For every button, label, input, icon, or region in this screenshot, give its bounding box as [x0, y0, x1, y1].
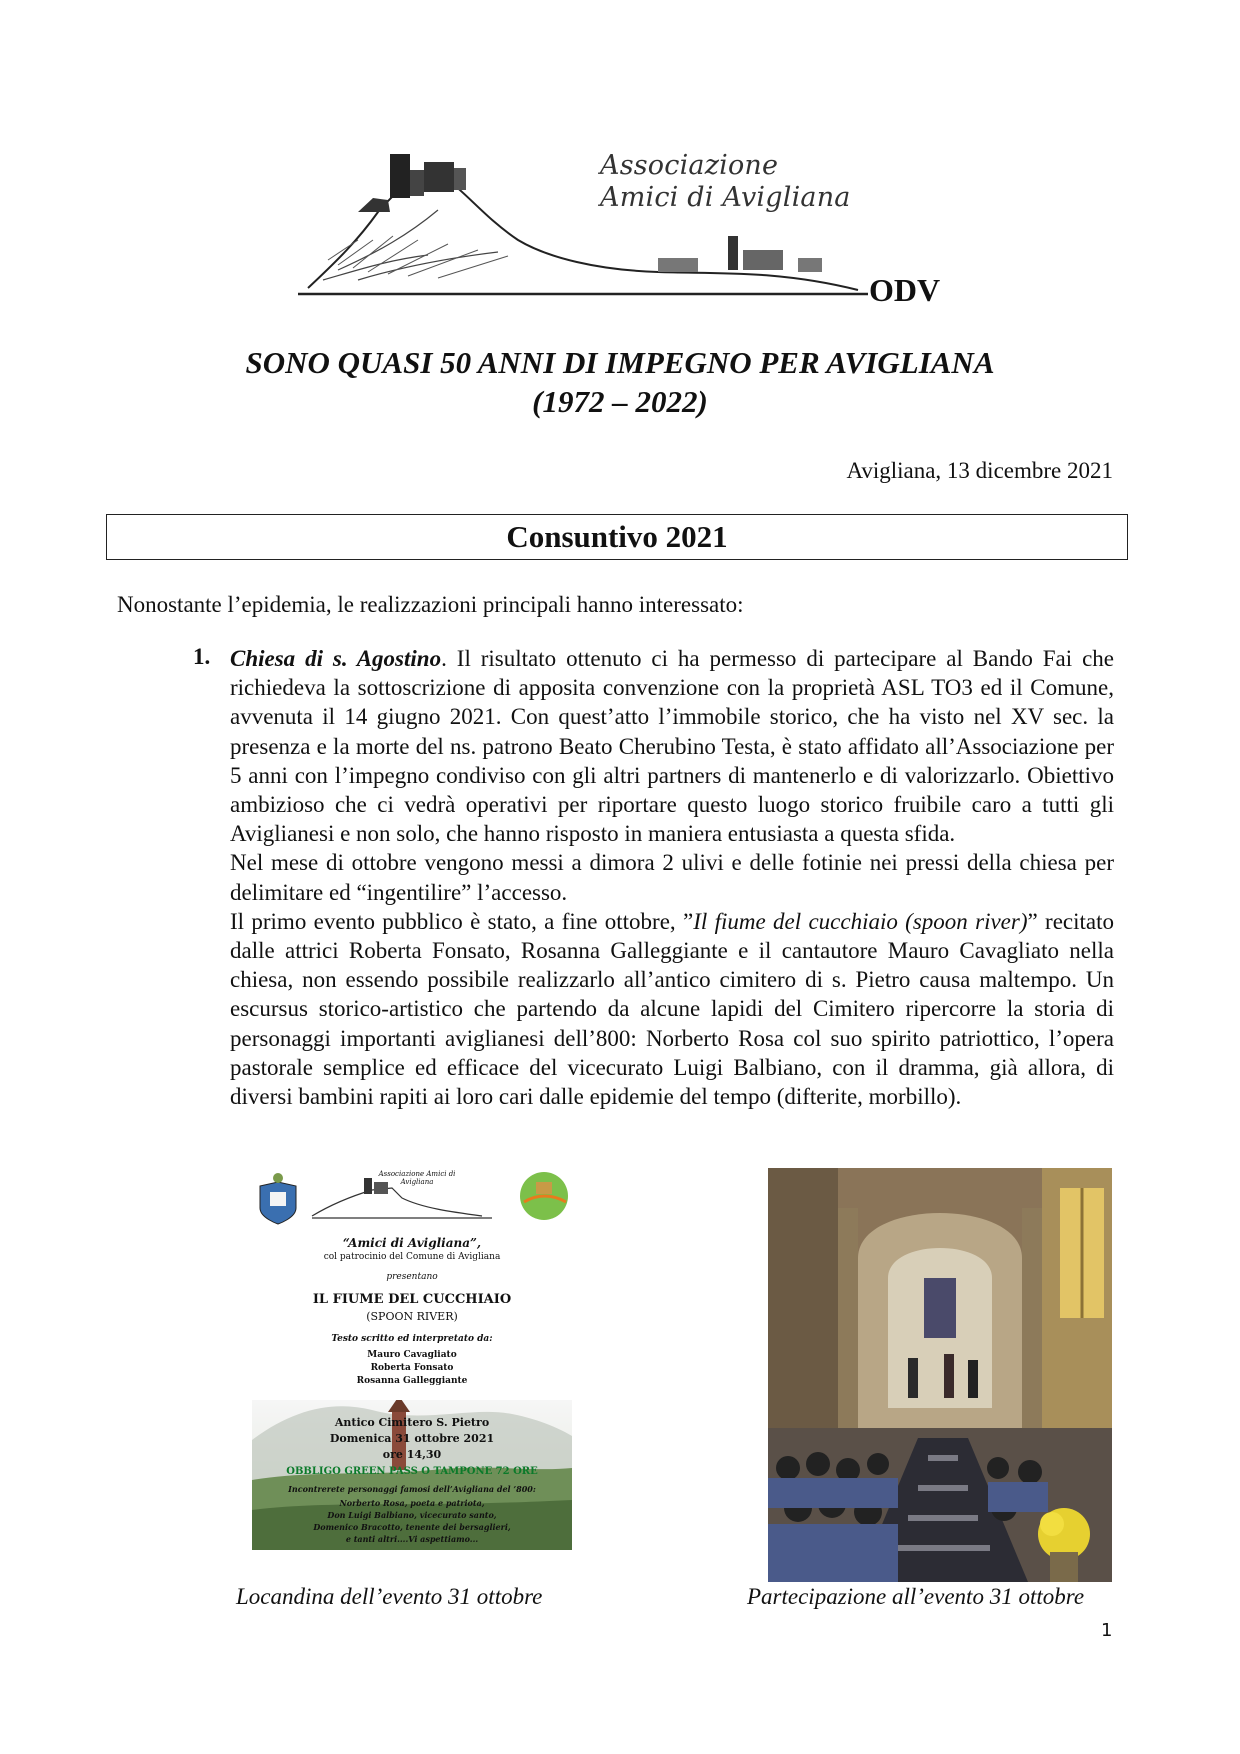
item-paragraph-1-text: Il risultato ottenuto ci ha permesso di partecipare al Bando Fai che richiedeva la sottoscrizione di apposita convenzione con la proprietà ASL TO3 ed il Comune, avvenuta il 14 giugno 2021. Con quest’atto l’immobile storico, che ha visto nel XV sec. la presenza e la morte del ns. patrono Beato Cherubino Testa, è stato affidato all’Associazione per 5 anni con l’impegno condiviso con gli altri partners di mantenerlo e di valorizzarlo. Obiettivo ambizioso che ci vedrà operativi per riportare questo luogo storico fruibile caro a tutti gli Aviglianesi e non solo, che hanno risposto in maniera entusiasta a questa sfida. — [230, 646, 1115, 847]
poster-patronage: col patrocinio del Comune di Avigliana — [323, 1252, 501, 1262]
poster-subtitle: (SPOON RIVER) — [366, 1310, 458, 1323]
caption-poster: Locandina dell’evento 31 ottobre — [236, 1584, 543, 1609]
item-paragraph-2: Nel mese di ottobre vengono messi a dimora 2 ulivi e delle fotinie nei pressi della chiesa per delimitare ed “ingentilire” l’accesso. — [230, 850, 1114, 905]
poster-name-2: Don Luigi Balbiano, vicecurato santo, — [327, 1510, 497, 1520]
poster-person-2: Roberta Fonsato — [370, 1363, 454, 1373]
poster-organizer: “Amici di Avigliana”, — [342, 1236, 482, 1250]
logo-line-1: Associazione — [600, 150, 779, 181]
event-title: Il fiume del cucchiaio (spoon river) — [693, 908, 1028, 934]
section-title: Consuntivo 2021 — [506, 519, 728, 554]
poster-credits: Testo scritto ed interpretato da: — [331, 1334, 493, 1344]
church-interior-photo — [768, 1168, 1112, 1582]
item-heading: Chiesa di s. Agostino — [230, 646, 442, 671]
poster-tagline: Incontrerete personaggi famosi dell’Avigliana del ’800: — [288, 1484, 536, 1494]
poster-name-3: Domenico Bracotto, tenente dei bersaglieri, — [313, 1522, 511, 1532]
poster-title: IL FIUME DEL CUCCHIAIO — [312, 1292, 512, 1307]
poster-presents: presentano — [386, 1272, 438, 1282]
item-paragraph-3 — [230, 907, 1114, 1111]
poster-assoc: Associazione Amici di Avigliana — [378, 1170, 456, 1186]
odv-suffix: ODV — [869, 272, 941, 308]
caption-photo: Partecipazione all’evento 31 ottobre — [747, 1584, 1085, 1609]
page-number: 1 — [1101, 1620, 1113, 1641]
item-paragraph-3-start: Il primo evento pubblico è stato, a fine ottobre, ” — [230, 908, 694, 934]
intro-text: Nonostante l’epidemia, le realizzazioni principali hanno interessato: — [117, 592, 744, 617]
logo-line-2: Amici di Avigliana — [600, 182, 851, 213]
page-title: SONO QUASI 50 ANNI DI IMPEGNO PER AVIGLIANA — [245, 345, 995, 380]
item-number: 1. — [193, 644, 211, 669]
poster-person-3: Rosanna Galleggiante — [356, 1376, 468, 1386]
event-photo — [768, 1168, 1112, 1582]
poster-date: Domenica 31 ottobre 2021 — [329, 1432, 495, 1445]
document-date: Avigliana, 13 dicembre 2021 — [846, 458, 1113, 483]
poster-name-4: e tanti altri....Vi aspettiamo... — [345, 1534, 479, 1544]
event-poster-image — [252, 1168, 572, 1566]
poster-greenpass: OBBLIGO GREEN PASS O TAMPONE 72 ORE — [286, 1466, 538, 1477]
poster-name-1: Norberto Rosa, poeta e patriota, — [339, 1498, 485, 1508]
poster-person-1: Mauro Cavagliato — [367, 1350, 457, 1360]
castle-hill-drawing — [298, 140, 868, 300]
section-title-box — [106, 514, 1128, 560]
association-logo — [298, 140, 868, 300]
item-paragraph-1: Chiesa di s. Agostino. Il risultato ottenuto ci ha permesso di partecipare al Bando Fai che richiedeva la sottoscrizione di apposita convenzione con la proprietà ASL TO3 ed il Comune, avvenuta il 14 giugno 2021. Con quest’atto l’immobile storico, che ha visto nel XV sec. la presenza e la morte del ns. patrono Beato Cherubino Testa, è stato affidato all’Associazione per 5 anni con l’impegno condiviso con gli altri partners di mantenerlo e di valorizzarlo. Obiettivo ambizioso che ci vedrà operativi per riportare questo luogo storico fruibile caro a tutti gli Aviglianesi e non solo, che hanno risposto in maniera entusiasta a questa sfida. — [230, 646, 1115, 847]
page-title-years: (1972 – 2022) — [532, 384, 708, 419]
item-paragraph-3-end: ” recitato dalle attrici Roberta Fonsato, Rosanna Galleggiante e il cantautore Mauro Cavagliato nella chiesa, non essendo possibile realizzarlo all’antico cimitero di s. Pietro causa maltempo. Un escursus storico-artistico che partendo da alcune lapidi del Cimitero ripercorre la storia di personaggi importanti aviglianesi dell’800: Norberto Rosa col suo spirito patriottico, l’opera pastorale semplice ed efficace del vicecurato Luigi Balbiano, con il dramma, già allora, di diversi bambini rapiti ai loro cari dalle epidemie del tempo (difterite, morbillo). — [230, 908, 1114, 1110]
poster-place: Antico Cimitero S. Pietro — [334, 1416, 490, 1429]
poster-time: ore 14,30 — [382, 1448, 442, 1461]
item-body — [230, 644, 1114, 1111]
